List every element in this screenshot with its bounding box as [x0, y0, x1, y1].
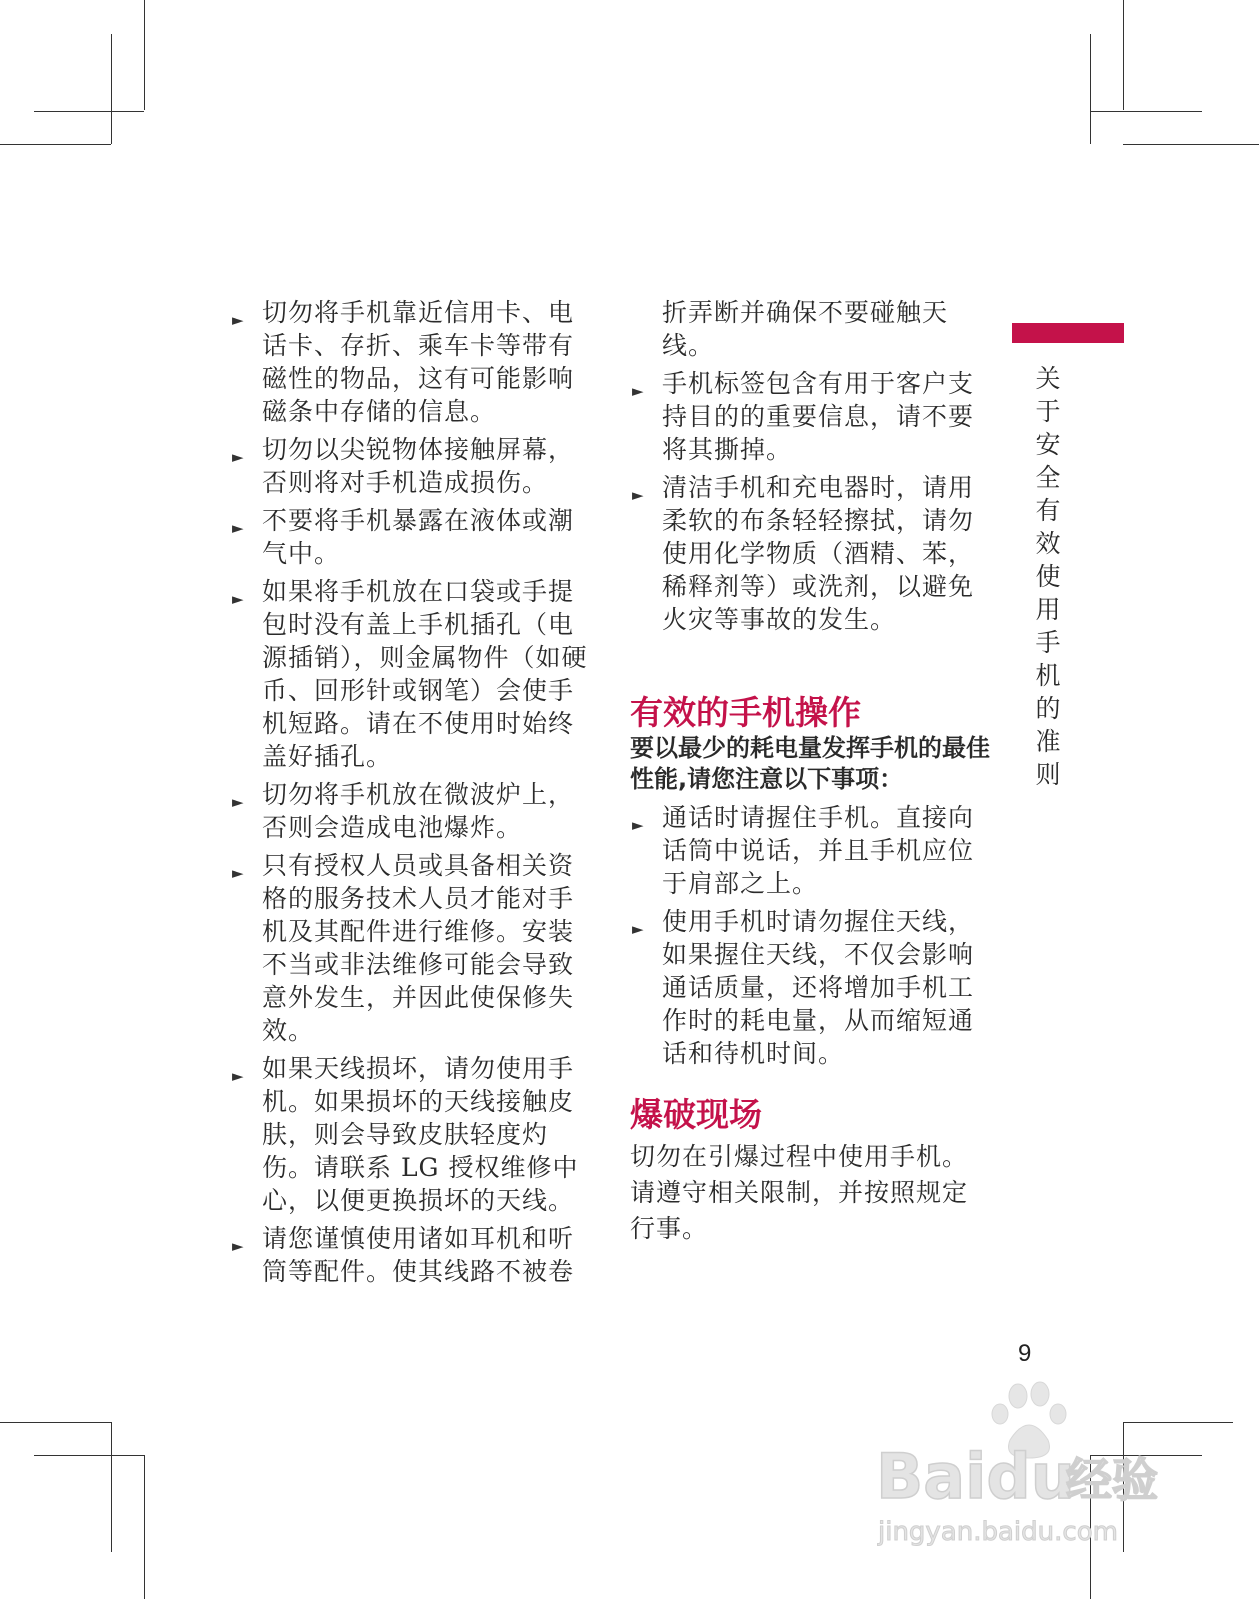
right-column	[630, 296, 992, 1247]
list-item: ► 手机标签包含有用于客户支持目的的重要信息，请不要将其撕掉。	[632, 369, 975, 464]
section-heading-efficient-operation: 有效的手机操作	[630, 693, 861, 732]
list-item: ► 清洁手机和充电器时，请用柔软的布条轻轻擦拭，请勿使用化学物质（酒精、苯，稀释剂等）或洗剂，以避免火灾等事故的发生。	[632, 473, 975, 634]
bullet-arrow-icon: ►	[232, 793, 245, 811]
chapter-tab-marker	[1012, 323, 1124, 343]
chapter-side-title: 关于安全有效使用手机的准则	[1035, 364, 1061, 789]
bullet-arrow-icon: ►	[232, 864, 245, 882]
page-number: 9	[1018, 1340, 1032, 1367]
section-heading-blasting-area: 爆破现场	[630, 1095, 762, 1134]
crop-mark	[0, 144, 111, 145]
list-item: ► 请您谨慎使用诸如耳机和听筒等配件。使其线路不被卷	[232, 1224, 575, 1286]
crop-mark	[1090, 111, 1202, 112]
crop-mark	[144, 0, 145, 110]
list-item: ► 使用手机时请勿握住天线，如果握住天线，不仅会影响通话质量，还将增加手机工作时的耗电量，从而缩短通话和待机时间。	[632, 907, 975, 1068]
list-item: ► 切勿以尖锐物体接触屏幕，否则将对手机造成损伤。	[232, 435, 575, 497]
watermark-url: jingyan.baidu.com	[878, 1517, 1118, 1547]
baidu-watermark-logo	[870, 1380, 1170, 1550]
crop-mark	[0, 1422, 111, 1423]
bullet-arrow-icon: ►	[632, 486, 645, 504]
section-intro: 要以最少的耗电量发挥手机的最佳性能,请您注意以下事项：	[630, 734, 990, 793]
bullet-arrow-icon: ►	[232, 311, 245, 329]
section-body: 切勿在引爆过程中使用手机。请遵守相关限制，并按照规定行事。	[630, 1142, 969, 1243]
bullet-arrow-icon: ►	[232, 519, 245, 537]
crop-mark	[144, 1455, 145, 1599]
crop-mark	[1090, 34, 1091, 144]
watermark-brand-cn: 经验	[1066, 1453, 1158, 1507]
crop-mark	[1123, 0, 1124, 110]
crop-mark	[111, 1422, 112, 1552]
continued-text: 折弄断并确保不要碰触天线。	[662, 298, 949, 360]
safety-list-continued	[630, 367, 992, 636]
bullet-arrow-icon: ►	[632, 382, 645, 400]
bullet-arrow-icon: ►	[232, 590, 245, 608]
list-item: ► 只有授权人员或具备相关资格的服务技术人员才能对手机及其配件进行维修。安装不当或非法维修可能会导致意外发生，并因此使保修失效。	[232, 851, 575, 1045]
watermark-brand: Baidu	[876, 1440, 1075, 1513]
crop-mark	[1123, 144, 1259, 145]
bullet-arrow-icon: ►	[232, 1067, 245, 1085]
list-item: ► 如果天线损坏，请勿使用手机。如果损坏的天线接触皮肤，则会导致皮肤轻度灼伤。请联系 LG 授权维修中心，以便更换损坏的天线。	[232, 1054, 579, 1215]
list-item: ► 切勿将手机放在微波炉上，否则会造成电池爆炸。	[232, 780, 575, 842]
left-column	[230, 296, 590, 1293]
bullet-arrow-icon: ►	[632, 920, 645, 938]
list-item: ► 切勿将手机靠近信用卡、电话卡、存折、乘车卡等带有磁性的物品，这有可能影响磁条中存储的信息。	[232, 298, 575, 426]
bullet-arrow-icon: ►	[232, 1237, 245, 1255]
efficiency-list	[630, 801, 992, 1070]
bullet-arrow-icon: ►	[232, 448, 245, 466]
crop-mark	[34, 111, 144, 112]
list-item: ► 不要将手机暴露在液体或潮气中。	[232, 506, 575, 568]
list-item: ► 通话时请握住手机。直接向话筒中说话，并且手机应位于肩部之上。	[632, 803, 975, 898]
list-item: ► 如果将手机放在口袋或手提包时没有盖上手机插孔（电源插销），则金属物件（如硬币、回形针或钢笔）会使手机短路。请在不使用时始终盖好插孔。	[232, 577, 588, 771]
bullet-arrow-icon: ►	[632, 816, 645, 834]
crop-mark	[34, 1455, 144, 1456]
safety-list	[230, 296, 590, 1288]
crop-mark	[111, 34, 112, 144]
